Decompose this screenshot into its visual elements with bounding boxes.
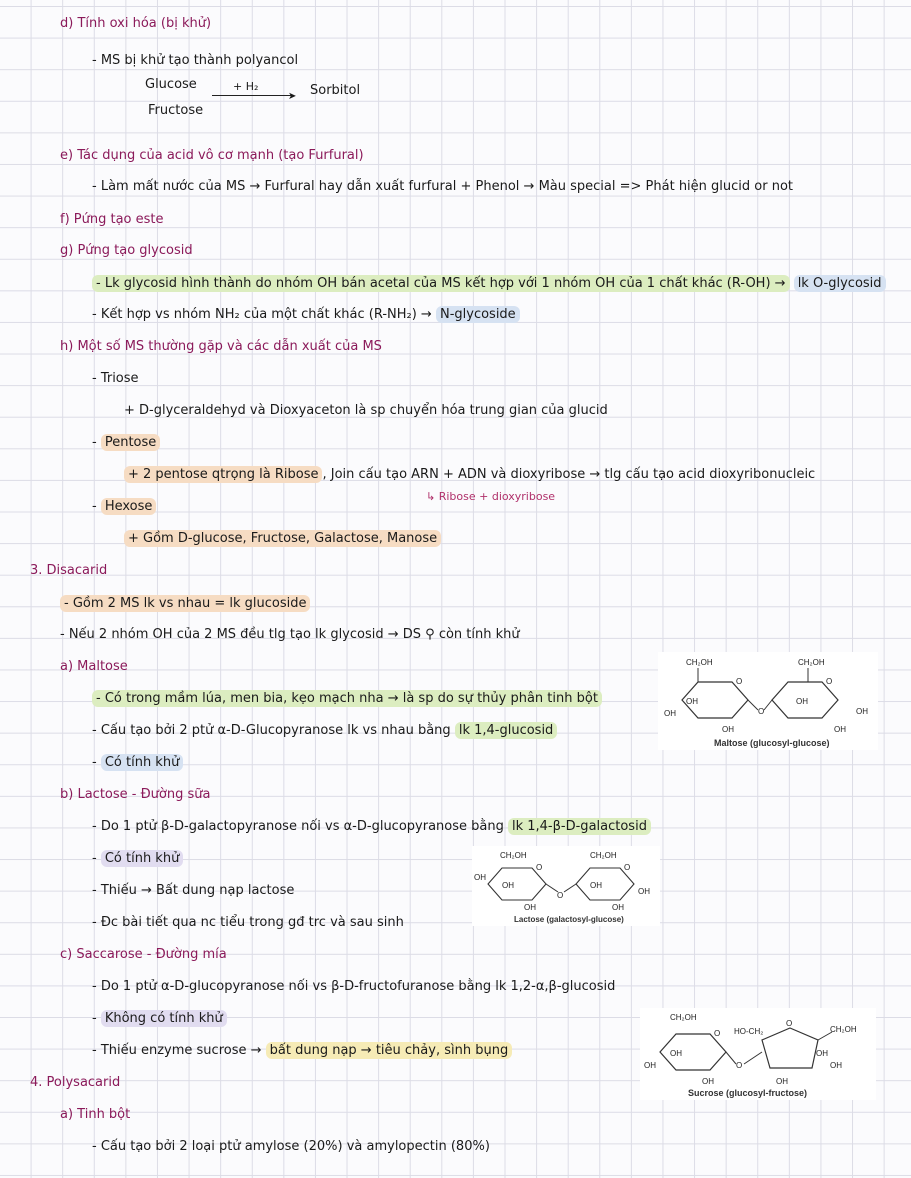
disacarid-def: - Gồm 2 MS lk vs nhau = lk glucoside: [60, 595, 310, 612]
sucrose-ch2oh-2: CH₂OH: [830, 1025, 857, 1034]
maltose-heading: a) Maltose: [60, 659, 128, 674]
sucrose-o-1: O: [714, 1029, 721, 1038]
sucrose-oh-6: OH: [830, 1061, 842, 1070]
lactose-ch2oh-2: CH₂OH: [590, 851, 617, 860]
pentose-desc-rest: , Join cấu tạo ARN + ADN và dioxyribose → tlg cấu tạo acid dioxyribonucleic: [322, 467, 816, 482]
maltose-reducing: Có tính khử: [101, 754, 184, 771]
sucrose-bond-1: [726, 1052, 736, 1064]
saccarose-line3: [92, 1042, 512, 1060]
maltose-bond-3: [748, 700, 758, 710]
sucrose-oh-2: OH: [644, 1061, 656, 1070]
triose-desc: + D-glyceraldehyd và Dioxyaceton là sp chuyển hóa trung gian của glucid: [124, 403, 608, 418]
maltose-diagram: [658, 652, 878, 750]
saccarose-nonreducing: Không có tính khử: [101, 1010, 227, 1027]
disacarid-line2: - Nếu 2 nhóm OH của 2 MS đều tlg tạo lk glycosid → DS ⚲ còn tính khử: [60, 627, 520, 642]
maltose-oh-6: OH: [834, 725, 846, 734]
lactose-reducing: Có tính khử: [101, 850, 184, 867]
fructose-label: Fructose: [148, 103, 204, 118]
lactose-oh-4: OH: [590, 881, 602, 890]
saccarose-heading: c) Saccarose - Đường mía: [60, 947, 227, 962]
maltose-structure-figure: [658, 652, 878, 750]
pentose-note: ↳ Ribose + dioxyribose: [426, 490, 556, 503]
o-glycosid-highlight: lk O-glycosid: [794, 275, 886, 292]
section-3-heading: 3. Disacarid: [30, 563, 108, 578]
sucrose-ring-fructose: [762, 1028, 818, 1068]
reaction-arrow: [212, 95, 292, 96]
sucrose-oh-4: OH: [776, 1077, 788, 1086]
sucrose-ch2oh-1: CH₂OH: [670, 1013, 697, 1022]
section-g-line2: [92, 306, 520, 324]
section-4-heading: 4. Polysacarid: [30, 1075, 121, 1090]
maltose-source: - Có trong mầm lúa, men bia, kẹo mạch nha → là sp do sự thủy phân tinh bột: [92, 690, 602, 707]
sucrose-diagram: [640, 1008, 876, 1100]
maltose-oh-3: OH: [722, 725, 734, 734]
maltose-caption: Maltose (glucosyl-glucose): [714, 738, 830, 748]
sucrose-o-link: O: [736, 1061, 743, 1070]
maltose-o-link: O: [758, 707, 765, 716]
lactose-ring-2: [576, 868, 634, 900]
lactose-oh-6: OH: [612, 903, 624, 912]
pentose-label: Pentose: [101, 434, 160, 451]
section-e-heading: e) Tác dụng của acid vô cơ mạnh (tạo Furfural): [60, 148, 364, 163]
tinh-bot-heading: a) Tinh bột: [60, 1107, 131, 1122]
hexose-highlight: + Gồm D-glucose, Fructose, Galactose, Manose: [124, 530, 441, 547]
pentose-desc: [124, 466, 815, 484]
arrow-head-icon: ➤: [288, 91, 297, 102]
lactose-oh-2: OH: [502, 881, 514, 890]
pentose-row: - Pentose: [92, 434, 160, 452]
maltose-bond: lk 1,4-glucosid: [455, 722, 557, 739]
sucrose-bond-2: [744, 1052, 762, 1064]
maltose-structure: - Cấu tạo bởi 2 ptử α-D-Glucopyranose lk vs nhau bằng: [92, 723, 451, 738]
lactose-caption: Lactose (galactosyl-glucose): [514, 915, 624, 924]
lactose-structure-figure: [472, 846, 660, 926]
maltose-ch2oh-1: CH₂OH: [686, 658, 713, 667]
maltose-oh-2: OH: [664, 709, 676, 718]
sucrose-oh-3: OH: [702, 1077, 714, 1086]
nh2-text: - Kết hợp vs nhóm NH₂ của một chất khác (R-NH₂) →: [92, 307, 432, 322]
maltose-o-1: O: [736, 677, 743, 686]
maltose-oh-1: OH: [686, 697, 698, 706]
sucrose-o-2: O: [786, 1019, 793, 1028]
sucrose-intolerance: bất dung nạp → tiêu chảy, sình bụng: [266, 1042, 513, 1059]
lactose-ring-1: [488, 868, 546, 900]
hexose-desc: [124, 530, 441, 548]
lactose-oh-5: OH: [638, 887, 650, 896]
hexose-row: - Hexose: [92, 498, 156, 516]
section-f-heading: f) Pứng tạo este: [60, 212, 164, 227]
disacarid-line1: [60, 595, 310, 613]
saccarose-line1: - Do 1 ptử α-D-glucopyranose nối vs β-D-fructofuranose bằng lk 1,2-α,β-glucosid: [92, 979, 616, 994]
section-d-heading: d) Tính oxi hóa (bị khử): [60, 16, 212, 31]
glucose-label: Glucose: [145, 77, 197, 92]
n-glycoside-highlight: N-glycoside: [436, 306, 520, 323]
lactose-diagram: [472, 846, 660, 926]
triose-label: - Triose: [92, 371, 139, 386]
maltose-o-2: O: [826, 677, 833, 686]
sucrose-caption: Sucrose (glucosyl-fructose): [688, 1088, 808, 1098]
section-d-line1: - MS bị khử tạo thành polyancol: [92, 53, 299, 68]
section-e-line1: - Làm mất nước của MS → Furfural hay dẫn xuất furfural + Phenol → Màu special => Phát hiện glucid or not: [92, 179, 794, 194]
maltose-oh-4: OH: [796, 697, 808, 706]
hexose-label: Hexose: [101, 498, 157, 515]
tinh-bot-line1: - Cấu tạo bởi 2 loại ptử amylose (20%) và amylopectin (80%): [92, 1139, 490, 1154]
lactose-bond: lk 1,4-β-D-galactosid: [508, 818, 651, 835]
lactose-oh-3: OH: [524, 903, 536, 912]
lactose-oh-1: OH: [474, 873, 486, 882]
lactose-o-1: O: [536, 863, 543, 872]
lactose-line3: - Thiếu → Bất dung nạp lactose: [92, 883, 295, 898]
lactose-o-link: O: [557, 891, 564, 900]
lactose-line1: [92, 818, 651, 836]
lactose-heading: b) Lactose - Đường sữa: [60, 787, 211, 802]
lactose-o-2: O: [624, 863, 631, 872]
saccarose-line2: - Không có tính khử: [92, 1010, 227, 1028]
sucrose-structure-figure: [640, 1008, 876, 1100]
lactose-line4: - Đc bài tiết qua nc tiểu trong gđ trc và sau sinh: [92, 915, 404, 930]
sorbitol-label: Sorbitol: [310, 83, 361, 98]
maltose-line2: [92, 722, 557, 740]
pentose-ribose-highlight: + 2 pentose qtrọng là Ribose: [124, 466, 322, 483]
section-g-heading: g) Pứng tạo glycosid: [60, 243, 193, 258]
glycosid-formation: - Lk glycosid hình thành do nhóm OH bán acetal của MS kết hợp với 1 nhóm OH của 1 chất khác (R-OH) →: [92, 275, 790, 292]
maltose-line3: - Có tính khử: [92, 754, 183, 772]
lactose-structure: - Do 1 ptử β-D-galactopyranose nối vs α-D-glucopyranose bằng: [92, 819, 504, 834]
lactose-line2: - Có tính khử: [92, 850, 183, 868]
lactose-bond-2: [564, 884, 576, 892]
lactose-ch2oh-1: CH₂OH: [500, 851, 527, 860]
reagent-label: + H₂: [233, 80, 259, 93]
maltose-oh-5: OH: [856, 707, 868, 716]
maltose-ch2oh-2: CH₂OH: [798, 658, 825, 667]
section-g-line1: [92, 275, 886, 293]
sucrose-oh-5: OH: [816, 1049, 828, 1058]
section-h-heading: h) Một số MS thường gặp và các dẫn xuất của MS: [60, 339, 382, 354]
sucrose-oh-1: OH: [670, 1049, 682, 1058]
maltose-bond-4: [764, 700, 772, 710]
sucrose-hoch2: HO-CH₂: [734, 1027, 764, 1036]
sucrose-enzyme: - Thiếu enzyme sucrose →: [92, 1043, 262, 1058]
maltose-line1: [92, 690, 602, 708]
